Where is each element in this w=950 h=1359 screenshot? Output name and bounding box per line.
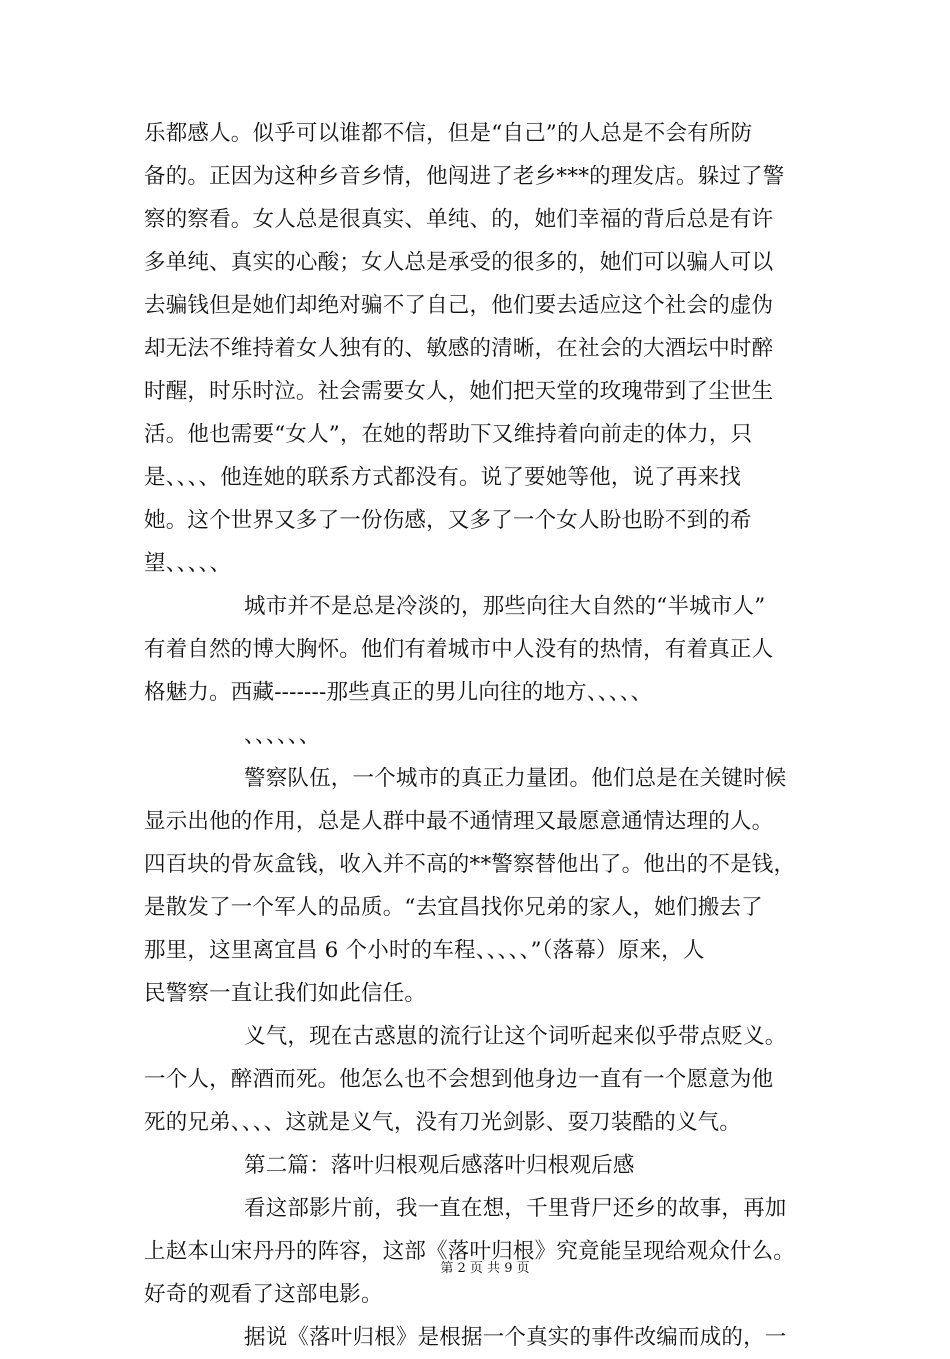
body-text [144,112,809,1359]
text-line: 备的。正因为这种乡音乡情，他闯进了老乡***的理发店。躲过了警 [144,164,785,189]
text-line: 有着自然的博大胸怀。他们有着城市中人没有的热情，有着真正人 [144,637,774,662]
text-line: 、、、、、、 [244,723,321,748]
text-line: 一个人，醉酒而死。他怎么也不会想到他身边一直有一个愿意为他 [144,1067,774,1092]
text-line: 是、、、、他连她的联系方式都没有。说了要她等他，说了再来找 [144,465,742,490]
text-line: 据说《落叶归根》是根据一个真实的事件改编而成的，一 [244,1325,787,1350]
text-line: 城市并不是总是冷淡的，那些向往大自然的“半城市人” [244,594,766,619]
text-line: 活。他也需要“女人”，在她的帮助下又维持着向前走的体力，只 [144,422,753,447]
text-line: 好奇的观看了这部电影。 [144,1282,383,1307]
text-line: 义气，现在古惑崽的流行让这个词听起来似乎带点贬义。 [244,1024,787,1049]
text-line: 时醒，时乐时泣。社会需要女人，她们把天堂的玫瑰带到了尘世生 [144,379,774,404]
text-line: 格魅力。西藏-------那些真正的男儿向往的地方、、、、、 [144,680,653,705]
text-line: 她。这个世界又多了一份伤感，又多了一个女人盼也盼不到的希 [144,508,752,533]
section-heading: 第二篇：落叶归根观后感落叶归根观后感 [244,1153,635,1178]
text-line: 四百块的骨灰盒钱，收入并不高的**警察替他出了。他出的不是钱， [144,852,796,877]
text-line: 去骗钱但是她们却绝对骗不了自己，他们要去适应这个社会的虚伪 [144,293,774,318]
text-line: 看这部影片前，我一直在想，千里背尸还乡的故事，再加 [244,1196,787,1221]
text-line: 显示出他的作用，总是人群中最不通情理又最愿意通情达理的人。 [144,809,774,834]
text-line: 死的兄弟、、、、这就是义气，没有刀光剑影、耍刀装酷的义气。 [144,1110,742,1135]
text-line: 多单纯、真实的心酸；女人总是承受的很多的，她们可以骗人可以 [144,250,774,275]
text-line: 是散发了一个军人的品质。“去宜昌找你兄弟的家人，她们搬去了 [144,895,763,920]
text-line: 警察队伍，一个城市的真正力量团。他们总是在关键时候 [244,766,787,791]
text-line: 民警察一直让我们如此信任。 [144,981,427,1006]
text-line: 望、、、、、 [144,551,232,576]
text-line: 却无法不维持着女人独有的、敏感的清晰，在社会的大酒坛中时醉 [144,336,774,361]
text-line: 那里，这里离宜昌 6 个小时的车程、、、、、”（落幕）原来，人 [144,938,705,963]
text-line: 乐都感人。似乎可以谁都不信，但是“自己”的人总是不会有所防 [144,121,753,146]
text-line: 察的察看。女人总是很真实、单纯、的，她们幸福的背后总是有许 [144,207,774,232]
page-number-footer: 第 2 页 共 9 页 [440,1261,530,1276]
text-line: 上赵本山宋丹丹的阵容，这部《落叶归根》究竟能呈现给观众什么。 [144,1239,796,1264]
